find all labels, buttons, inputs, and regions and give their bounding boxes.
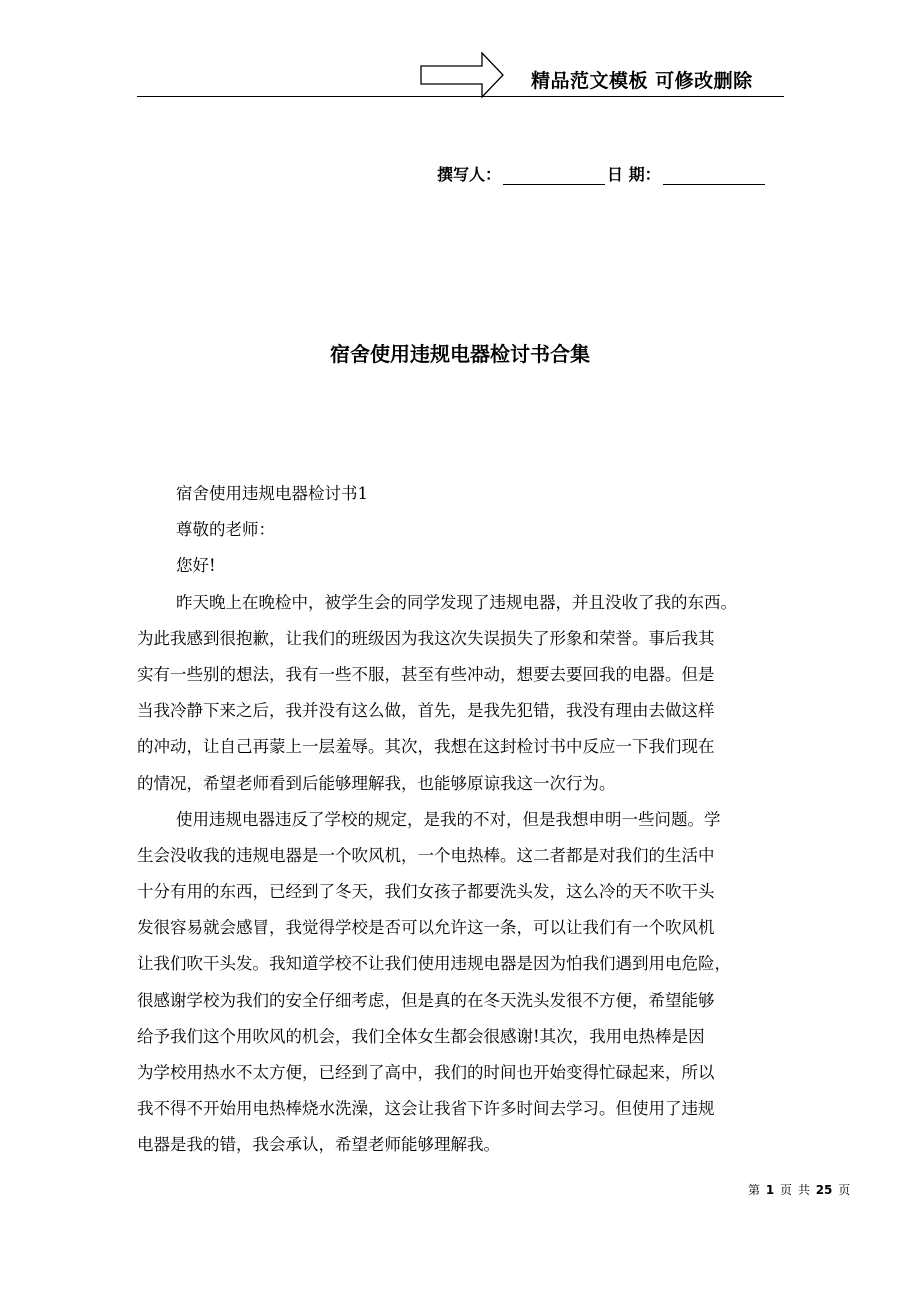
section-subtitle: 宿舍使用违规电器检讨书1 xyxy=(176,484,368,503)
author-blank xyxy=(503,166,605,185)
document-title: 宿舍使用违规电器检讨书合集 xyxy=(330,342,590,366)
paragraph-line: 当我冷静下来之后，我并没有这么做，首先，是我先犯错，我没有理由去做这样 xyxy=(137,701,715,721)
greeting: 您好! xyxy=(176,556,216,576)
paragraph-line: 为学校用热水不太方便，已经到了高中，我们的时间也开始变得忙碌起来，所以 xyxy=(137,1063,715,1082)
paragraph-line: 实有一些别的想法，我有一些不服，甚至有些冲动，想要去要回我的电器。但是 xyxy=(137,664,715,684)
paragraph-line: 电器是我的错，我会承认，希望老师能够理解我。 xyxy=(137,1135,500,1155)
page-number: 1 xyxy=(765,1183,775,1197)
page-footer xyxy=(748,1181,850,1198)
document-body xyxy=(137,476,807,1164)
header-divider xyxy=(137,96,784,97)
header-label: 精品范文模板 可修改删除 xyxy=(531,70,753,92)
total-pages: 25 xyxy=(815,1183,833,1197)
paragraph-line: 为此我感到很抱歉，让我们的班级因为我这次失误损失了形象和荣誉。事后我其 xyxy=(137,628,715,648)
paragraph-line: 生会没收我的违规电器是一个吹风机，一个电热棒。这二者都是对我们的生活中 xyxy=(137,845,715,865)
salutation: 尊敬的老师： xyxy=(176,520,275,540)
footer-prefix: 第 xyxy=(748,1183,761,1197)
paragraph-line: 使用违规电器违反了学校的规定，是我的不对，但是我想申明一些问题。学 xyxy=(176,809,721,829)
date-blank xyxy=(663,166,765,185)
meta-line xyxy=(437,162,767,185)
paragraph-line: 给予我们这个用吹风的机会，我们全体女生都会很感谢!其次，我用电热棒是因 xyxy=(137,1026,705,1046)
paragraph-line: 的冲动，让自己再蒙上一层羞辱。其次，我想在这封检讨书中反应一下我们现在 xyxy=(137,737,715,757)
paragraph-line: 很感谢学校为我们的安全仔细考虑，但是真的在冬天洗头发很不方便，希望能够 xyxy=(137,990,715,1010)
paragraph-line: 的情况，希望老师看到后能够理解我，也能够原谅我这一次行为。 xyxy=(137,773,616,793)
paragraph-line: 昨天晚上在晚检中，被学生会的同学发现了违规电器，并且没收了我的东西。 xyxy=(176,592,737,612)
paragraph-line: 我不得不开始用电热棒烧水洗澡，这会让我省下许多时间去学习。但使用了违规 xyxy=(137,1099,715,1119)
paragraph-line: 十分有用的东西，已经到了冬天，我们女孩子都要洗头发，这么冷的天不吹干头 xyxy=(137,882,715,902)
footer-suffix: 页 xyxy=(838,1183,851,1197)
footer-middle: 页 共 xyxy=(780,1183,810,1197)
date-label: 日 期： xyxy=(607,165,661,184)
right-arrow-icon xyxy=(420,52,504,98)
author-label: 撰写人： xyxy=(437,165,502,184)
paragraph-line: 让我们吹干头发。我知道学校不让我们使用违规电器是因为怕我们遇到用电危险， xyxy=(137,954,731,974)
paragraph-line: 发很容易就会感冒，我觉得学校是否可以允许这一条，可以让我们有一个吹风机 xyxy=(137,918,715,938)
